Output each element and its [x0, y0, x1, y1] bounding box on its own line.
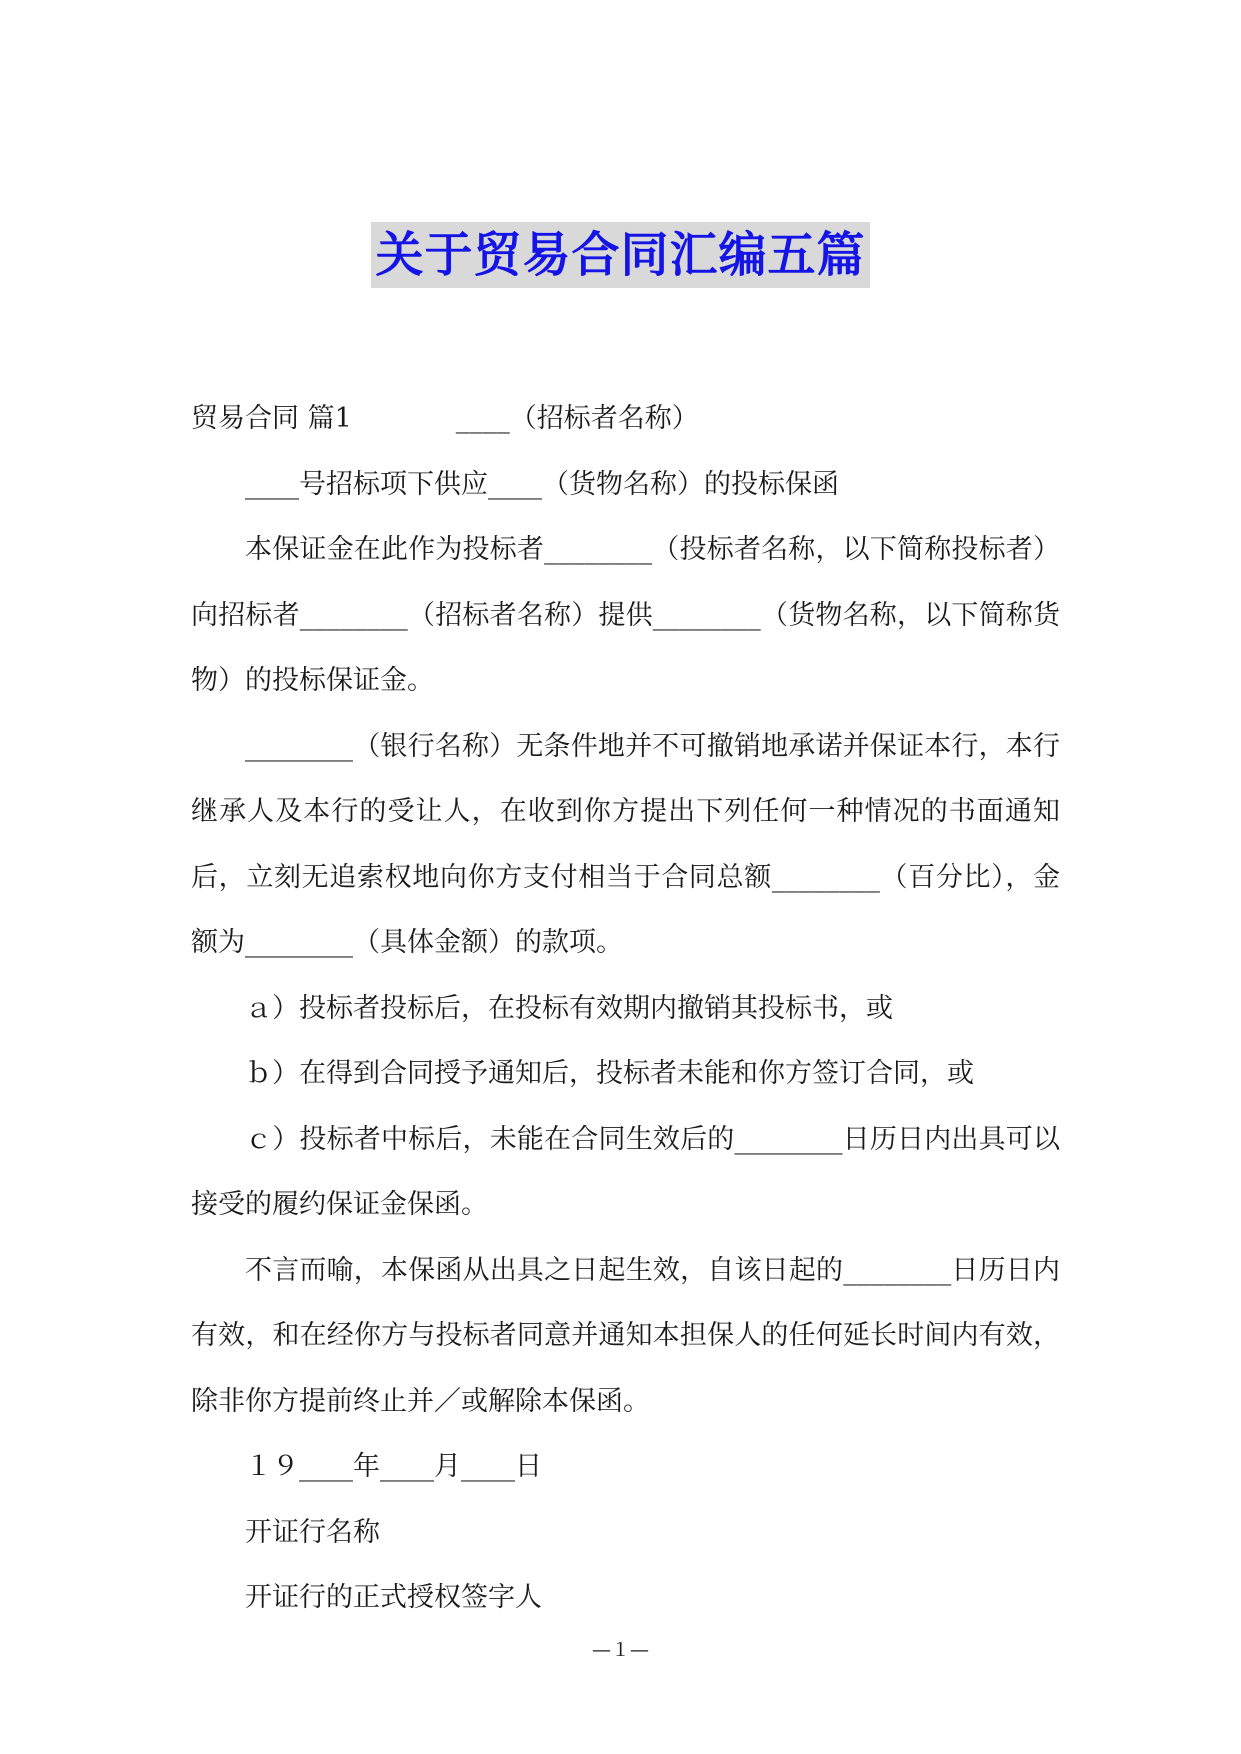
authorized-signatory: 开证行的正式授权签字人 [245, 1582, 542, 1613]
paragraph-bank-undertaking: ________（银行名称）无条件地并不可撤销地承诺并保证本行，本行继承人及本行的受让人，在收到你方提出下列任何一种情况的书面通知后，立刻无追索权地向你方支付相当于合同总额________（百分比），金额为________（具体金额）的款项。 [191, 730, 1060, 958]
condition-c: ｃ）投标者中标后，未能在合同生效后的________日历日内出具可以接受的履约保证金保函。 [191, 1123, 1060, 1220]
guarantee-subject: ____号招标项下供应____（货物名称）的投标保函 [245, 468, 839, 500]
title-container [0, 222, 1241, 288]
page-number: —１— [591, 1639, 649, 1661]
document-body [191, 386, 1060, 1631]
paragraph-validity: 不言而喻，本保函从出具之日起生效，自该日起的________日历日内有效，和在经你方与投标者同意并通知本担保人的任何延长时间内有效，除非你方提前终止并／或解除本保函。 [191, 1254, 1060, 1417]
condition-b: ｂ）在得到合同授予通知后，投标者未能和你方签订合同，或 [245, 1058, 974, 1089]
issuing-bank-name: 开证行名称 [245, 1516, 380, 1548]
condition-a: ａ）投标者投标后，在投标有效期内撤销其投标书，或 [245, 992, 893, 1024]
section-heading-line [191, 386, 1060, 452]
date-line: １９____年____月____日 [245, 1451, 542, 1482]
document-title: 关于贸易合同汇编五篇 [371, 222, 869, 288]
addressee-line: ____（招标者名称） [455, 403, 699, 434]
paragraph-bid-bond: 本保证金在此作为投标者________（投标者名称，以下简称投标者）向招标者________（招标者名称）提供________（货物名称，以下简称货物）的投标保证金。 [191, 534, 1060, 696]
section-heading: 贸易合同 篇1 [191, 403, 352, 434]
